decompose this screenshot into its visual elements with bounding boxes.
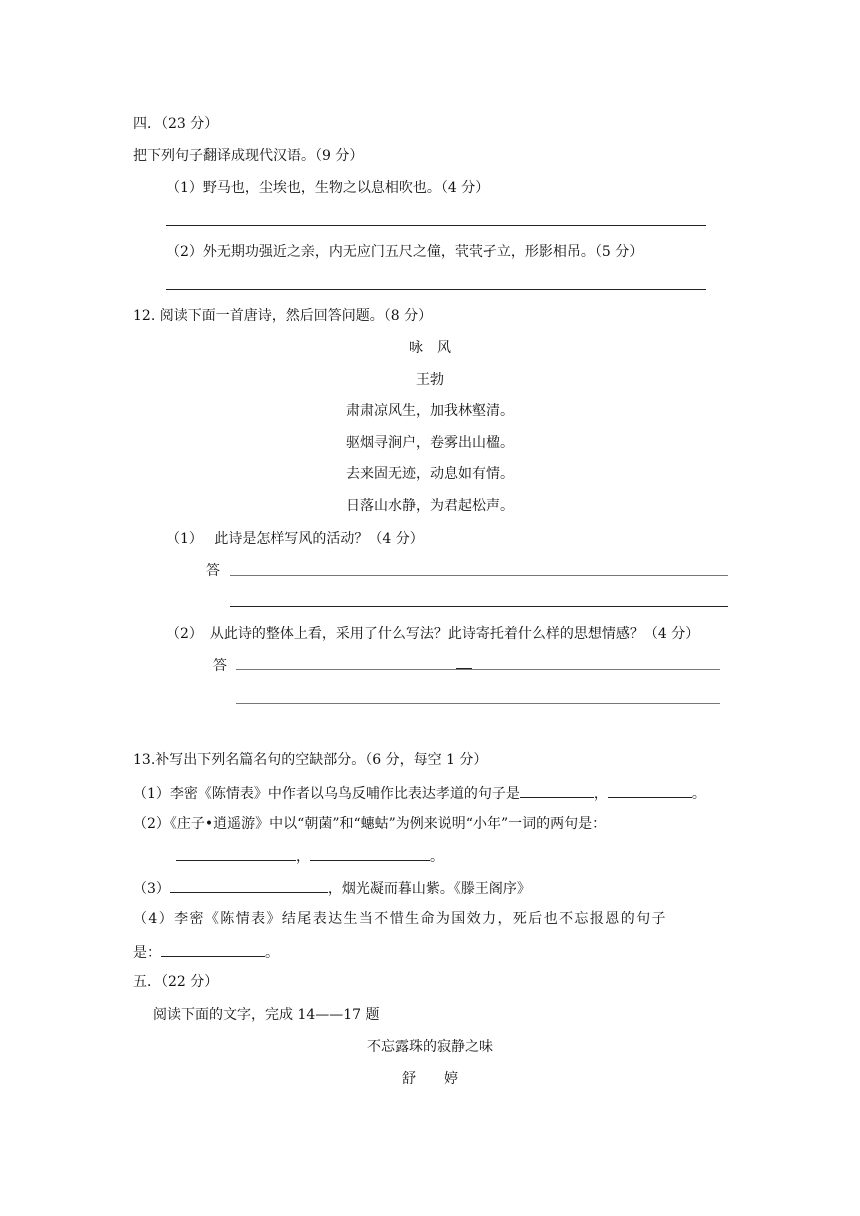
poem-title: 咏 风 — [409, 340, 451, 356]
poem-line: 肃肃凉风生，加我林壑清。 — [346, 403, 514, 419]
article-title: 不忘露珠的寂静之味 — [367, 1039, 493, 1055]
fill-item-2: （2）《庄子•逍遥游》中以“朝菌”和“蟪蛄”为例来说明“小年”一词的两句是： — [133, 816, 607, 832]
fill-item-3-prefix: （3） — [133, 881, 170, 897]
sentence-end: 。 — [691, 786, 706, 802]
fill-blank[interactable] — [520, 783, 594, 798]
question-12-sub-1: （1） 此诗是怎样写风的活动？（4 分） — [166, 531, 424, 547]
fill-item-3 — [133, 878, 531, 898]
fill-blank[interactable] — [161, 942, 265, 957]
answer-label: 答 — [213, 658, 227, 674]
reading-intro: 阅读下面的文字，完成 14——17 题 — [153, 1007, 380, 1023]
fill-item-1 — [133, 783, 706, 803]
fill-blank[interactable] — [170, 878, 328, 893]
poem-line: 去来固无迹，动息如有情。 — [346, 466, 514, 482]
article-author: 舒 婷 — [402, 1071, 458, 1087]
answer-line[interactable] — [166, 289, 706, 290]
section-4-heading: 四．（23 分） — [133, 116, 219, 132]
question-12-intro: 12. 阅读下面一首唐诗，然后回答问题。（8 分） — [133, 308, 433, 324]
answer-line[interactable] — [230, 606, 728, 607]
question-12-sub-2: （2） 从此诗的整体上看，采用了什么写法？此诗寄托着什么样的思想情感？（4 分） — [166, 626, 700, 642]
sentence-end: 。 — [430, 849, 444, 865]
translate-question-2: （2）外无期功强近之亲，内无应门五尺之僮，茕茕孑立，形影相吊。（5 分） — [166, 244, 644, 260]
poem-line: 日落山水静，为君起松声。 — [346, 498, 514, 514]
translate-intro: 把下列句子翻译成现代汉语。（9 分） — [133, 148, 364, 164]
answer-label: 答 — [206, 563, 220, 579]
separator: ， — [593, 786, 608, 802]
fill-item-4-prefix: 是： — [133, 945, 161, 961]
poem-line: 驱烟寻涧户，卷雾出山楹。 — [346, 435, 514, 451]
fill-item-4-line-2 — [133, 942, 279, 962]
fill-blank[interactable] — [176, 846, 296, 861]
answer-line[interactable] — [230, 575, 728, 576]
answer-line[interactable] — [236, 703, 720, 704]
poem-author: 王勃 — [416, 372, 444, 388]
fill-item-3-text: ，烟光凝而暮山紫。《滕王阁序》 — [327, 881, 531, 897]
sentence-end: 。 — [265, 945, 279, 961]
section-5-heading: 五．（22 分） — [133, 974, 219, 990]
answer-line-mark — [456, 668, 472, 669]
fill-blank[interactable] — [608, 783, 692, 798]
translate-question-1: （1）野马也，尘埃也，生物之以息相吹也。（4 分） — [166, 180, 490, 196]
fill-item-1-text: （1）李密《陈情表》中作者以乌鸟反哺作比表达孝道的句子是 — [133, 786, 520, 802]
fill-blank[interactable] — [310, 846, 430, 861]
separator: ， — [296, 849, 310, 865]
question-13-intro: 13.补写出下列名篇名句的空缺部分。（6 分，每空 1 分） — [133, 752, 488, 768]
answer-line[interactable] — [166, 225, 706, 226]
fill-item-4-line-1: （4）李密《陈情表》结尾表达生当不惜生命为国效力，死后也不忘报恩的句子 — [133, 911, 667, 927]
answer-line[interactable] — [236, 669, 720, 670]
fill-item-2-blanks — [176, 846, 444, 866]
